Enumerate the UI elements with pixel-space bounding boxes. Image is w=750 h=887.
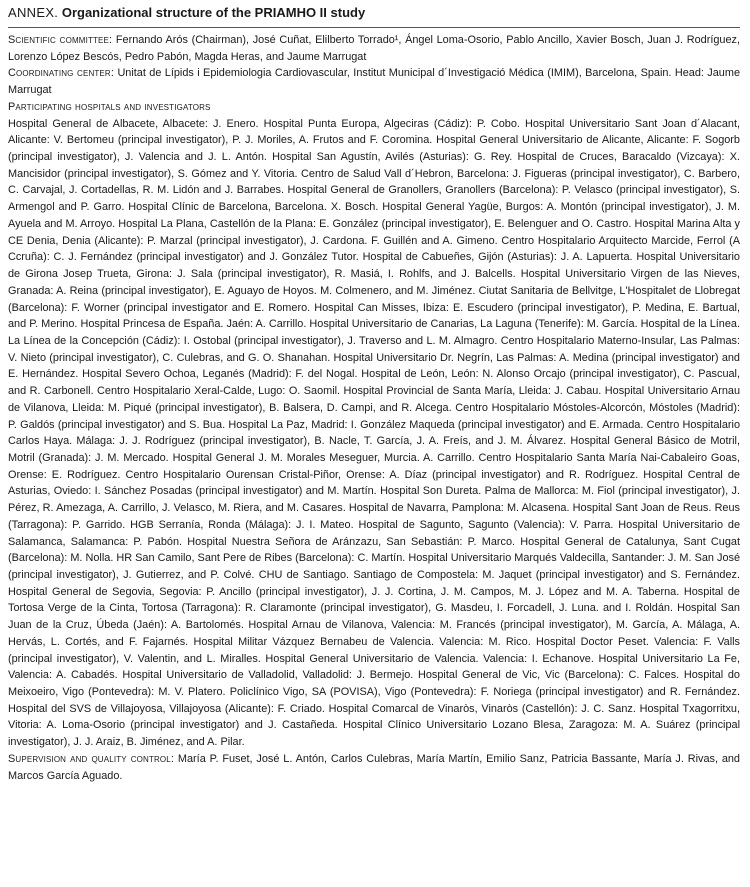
coordinating-center-section — [8, 65, 740, 98]
supervision-text: María P. Fuset, José L. Antón, Carlos Culebras, María Martín, Emilio Sanz, Patricia Bassante, María J. Rivas, and Marcos García Aguado. — [8, 752, 740, 782]
scientific-committee-text: Fernando Arós (Chairman), José Cuñat, Elilberto Torrado¹, Ángel Loma-Osorio, Pablo Ancillo, Xavier Bosch, Juan J. Rodríguez, Lorenzo López Bescós, Pedro Pabón, Magda Heras, and Jaume Marrugat — [8, 34, 740, 63]
coordinating-center-label: Coordinating center: — [8, 67, 115, 80]
annex-lead: ANNEX. — [8, 5, 59, 20]
annex-body — [8, 32, 740, 784]
scientific-committee-section — [8, 32, 740, 65]
participating-label: Participating hospitals and investigators — [8, 100, 211, 113]
participating-hospitals-text: Hospital General de Albacete, Albacete: J. Enero. Hospital Punta Europa, Algeciras (Cádiz): P. Cobo. Hospital Universitario Sant Joan d´Alacant, Alicante: V. Bertomeu (principal investigator), P. J. Moriles, A. Frutos and F. Coromina. Hospital General Universitario de Alicante, Alicante: F. Sogorb (principal investigator), J. Valencia and J. L. Antón. Hospital San Agustín, Avilés (Asturias): G. Rey. Hospital de Cruces, Baracaldo (Vizcaya): X. Mancisidor (principal investigator), S. Gómez and Y. Vitoria. Centro de Salud Vall d´Hebron, Barcelona: J. Figueras (principal investigator), C. Barbero, C. Carvajal, J. Cortadellas, R. M. Lidón and J. Barrabes. Hospital General de Granollers, Granollers (Barcelona): P. Velasco (principal investigator), S. Armengol and P. Garro. Hospital Clínic de Barcelona, Barcelona. X. Bosch. Hospital General Yagüe, Burgos: A. Montón (principal investigator), J. M. Ayuela and M. Arroyo. Hospital La Plana, Castellón de la Plana: E. González (principal investigator), E. Belenguer and O. Castro. Hospital Marina Alta y CE Denia, Denia (Alicante): P. Marzal (principal investigator), J. Cardona. F. Guillén and A. Gimeno. Centro Hospitalario Arquitecto Marcide, Ferrol (A Ccruña): C. J. Fernández (principal investigator) and J. González Tutor. Hospital de Cabueñes, Gijón (Asturias): J. A. Lapuerta. Hospital Universitario de Girona Josep Trueta, Girona: J. Sala (principal investigator), R. Masiá, I. Rohlfs, and J. Balcells. Hospital Universitario Virgen de las Nieves, Granada: A. Reina (principal investigator), E. Aguayo de Hoyos. M. Colmenero, and M. Jiménez. Ciutat Sanitaria de Bellvitge, L'Hospitalet de Llobregat (Barcelona): F. Worner (principal investigator and E. Romero. Hospital Can Misses, Ibiza: E. Escudero (principal investigator), P. Medina, E. Bartual, and P. Merino. Hospital Princesa de España. Jaén: A. Carrillo. Hospital Universitario de Canarias, La Laguna (Tenerife): M. García. Hospital de la Línea. La Línea de la Concepción (Cádiz): I. Ostobal (principal investigator), J. Traverso and L. M. Almagro. Centro Hospitalario Materno-Insular, Las Palmas: V. Nieto (principal investigator), C. Culebras, and G. O. Shanahan. Hospital Universitario Dr. Negrín, Las Palmas: A. Medina (principal investigator) and E. Hernández. Hospital Severo Ochoa, Leganés (Madrid): F. del Nogal. Hospital de León, León: N. Alonso Orcajo (principal investigator), C. Pascual, and R. Carbonell. Centro Hospitalario Xeral-Calde, Lugo: O. Saomil. Hospital Provincial de Santa María, Lleida: J. Cabau. Hospital Universitario Arnau de Vilanova, Lleida: M. Piqué (principal investigator), B. Balsera, D. Campi, and R. Alcega. Centro Hospitalario Móstoles-Alcorcón, Móstoles (Madrid): P. Galdós (principal investigator) and S. Bua. Hospital La Paz, Madrid: I. González Maqueda (principal investigator) and E. Armada. Centro Hospitalario Carlos Haya. Málaga: J. J. Rodríguez (principal investigator), B. Nacle, T. García, J. A. Freís, and J. M. Álvarez. Hospital General Básico de Motril, Motril (Granada): J. M. Mercado. Hospital General J. M. Morales Meseguer, Murcia. A. Carrillo. Centro Hospitalario Santa María Nai-Cabaleiro Goas, Orense: E. Rodríguez. Centro Hospitalario Ourensan Cristal-Piñor, Orense: A. Díaz (principal investigator) and R. Rodríguez. Hospital Central de Asturias, Oviedo: I. Sánchez Posadas (principal investigator) and M. Martín. Hospital Son Dureta. Palma de Mallorca: M. Fiol (principal investigator), J. Pérez, R. Amezaga, A. Carrillo, J. Velasco, M. Riera, and M. Casares. Hospital de Navarra, Pamplona: M. Alcasena. Hospital Sant Joan de Reus. Reus (Tarragona): P. Garrido. HGB Serranía, Ronda (Málaga): J. I. Mateo. Hospital de Sagunto, Sagunto (Valencia): V. Parra. Hospital Universitario de Salamanca, Salamanca: P. Pabón. Hospital Nuestra Señora de Aránzazu, San Sebastián: P. Marco. Hospital General de Catalunya, Sant Cugat (Barcelona): M. Nolla. HR San Camilo, Sant Pere de Ribes (Barcelona): C. Martín. Hospital Universitario Marqués Valdecilla, Santander: J. M. San José (principal investigator), J. Gutierrez, and P. Colvé. CHU de Santiago. Santiago de Compostela: M. Jaquet (principal investigator) and S. Fernández. Hospital General de Segovia, Segovia: P. Ancillo (principal investigator), J. J. Cortina, J. M. Campos, M. J. López and M. A. Taberna. Hospital de Tortosa Verge de la Cinta, Tortosa (Tarragona): R. Claramonte (principal investigator), G. Masdeu, I. Forcadell, J. Luna. and I. Roldán. Hospital San Juan de la Cruz, Úbeda (Jaén): A. Bartolomés. Hospital Arnau de Vilanova, Valencia: M. Francés (principal investigator), M. García, A. Málaga, A. Hervás, L. Cortés, and F. Fajarnés. Hospital Militar Vázquez Bernabeu de Valencia. Valencia: M. Rico. Hospital Doctor Peset. Valencia: F. Valls (principal investigator), V. Valentin, and L. Miralles. Hospital General Universitario de Valencia. Valencia: I. Echanove. Hospital Universitario La Fe, Valencia: A. Cabadés. Hospital Universitario de Valladolid, Valladolid: J. Bermejo. Hospital General de Vic, Vic (Barcelona): C. Falces. Hospital do Meixoeiro, Vigo (Pontevedra): M. V. Platero. Policlínico Vigo, SA (POVISA), Vigo (Pontevedra): F. Noriega (principal investigator) and R. Fernández. Hospital del SVS de Villajoyosa, Villajoyosa (Alicante): F. Criado. Hospital Comarcal de Vinaròs, Vinaròs (Castellón): J. C. Sanz. Hospital Txagorritxu, Vitoria: A. Loma-Osorio (principal investigator) and J. Castañeda. Hospital Clínico Universitario Lozano Blesa, Zaragoza: M. A. Suárez (principal investigator), J. J. Araiz, B. Jiménez, and A. Pilar. — [8, 117, 740, 749]
scientific-committee-label: Scientific committee: — [8, 34, 113, 46]
annex-heading — [8, 4, 740, 28]
annex-title: Organizational structure of the PRIAMHO II study — [61, 5, 366, 20]
supervision-section — [8, 751, 740, 784]
participating-section-heading — [8, 99, 740, 116]
coordinating-center-text: Unitat de Lípids i Epidemiologia Cardiovascular, Institut Municipal d´Investigació Médica (IMIM), Barcelona, Spain. Head: Jaume Marrugat — [8, 67, 740, 97]
supervision-label: Supervision and quality control: — [8, 752, 175, 765]
